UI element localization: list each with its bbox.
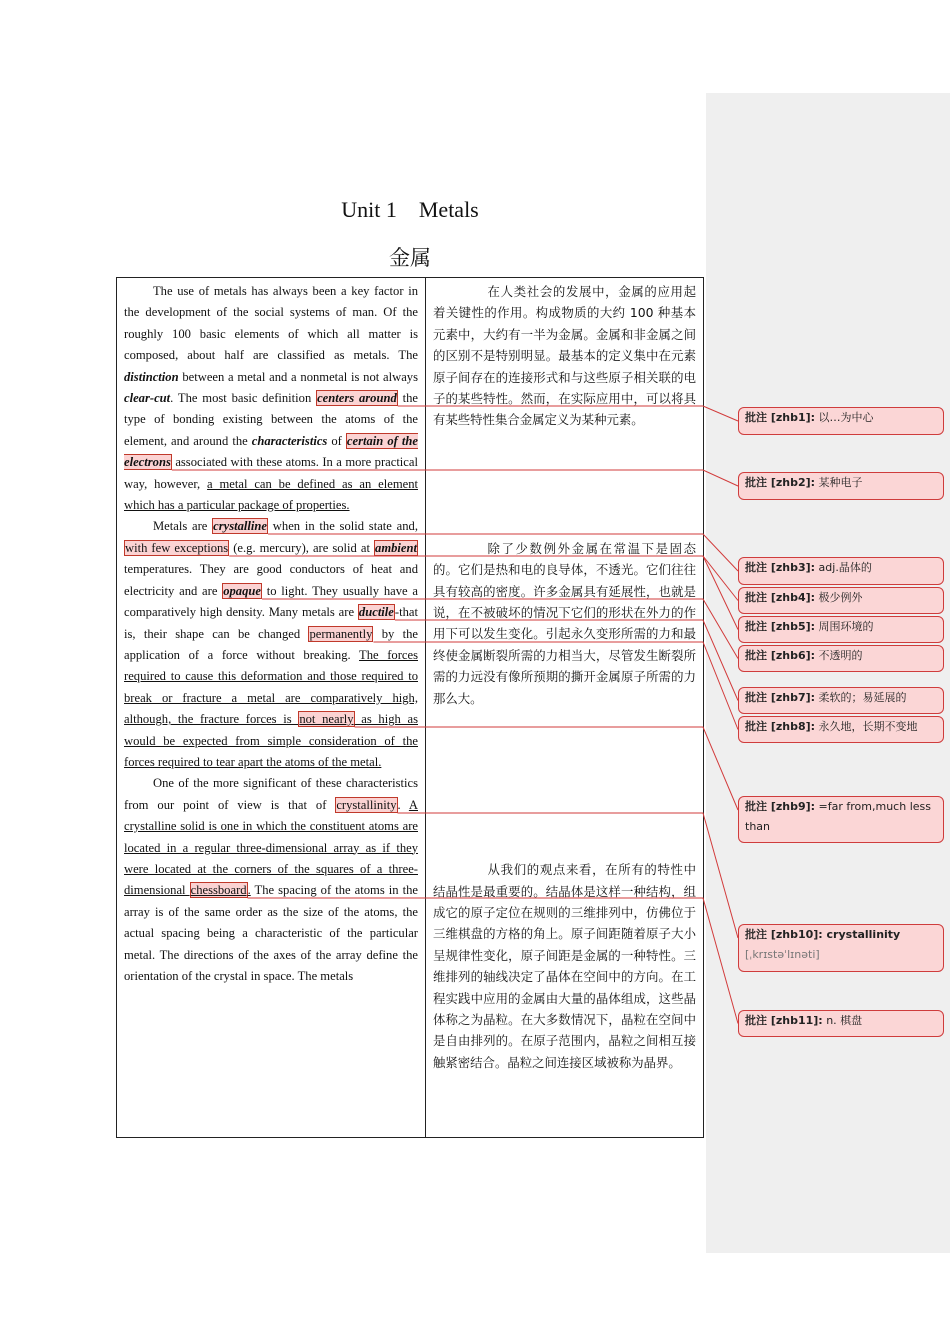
english-column — [117, 278, 426, 1138]
text-run: . The most basic definition — [170, 391, 317, 406]
term-characteristics: characteristics — [251, 433, 328, 448]
english-paragraph-2 — [124, 516, 418, 773]
comment-zhb4[interactable] — [738, 587, 944, 614]
inserted-text: as high as would be expected from simple consideration of the forces required to tear apart the atoms of the metal. — [124, 712, 418, 769]
inserted-text: a metal can be defined as an element which has a particular package of properties. — [124, 476, 418, 513]
inserted-text: The forces required to cause this deformation and those required to break or fracture a metal are comparatively high, although, the fracture forces is — [124, 647, 418, 727]
comment-zhb7[interactable] — [738, 687, 944, 714]
english-paragraph-1 — [124, 281, 418, 516]
comment-zhb1[interactable] — [738, 407, 944, 435]
marked-with-few-exceptions[interactable]: with few exceptions — [125, 540, 229, 555]
text-run: Metals are — [152, 519, 213, 534]
inserted-text: A crystalline solid is one in which the constituent atoms are located in a regular three-dimensional array as if they were located at the corners of the squares of a three-dimensional — [124, 797, 418, 898]
comment-phonetic: [ˌkrɪstəˈlɪnəti] — [745, 948, 820, 961]
comment-text: =far from,much less than — [745, 800, 931, 833]
comment-zhb5[interactable] — [738, 616, 944, 643]
text-run: . — [397, 797, 409, 812]
marked-opaque[interactable]: opaque — [223, 583, 261, 598]
marked-chessboard[interactable]: chessboard — [190, 883, 247, 898]
comment-label: 批注 [zhb5]: — [745, 620, 816, 633]
text-run: between a metal and a nonmetal is not always — [178, 369, 418, 384]
chinese-paragraph-2: 除了少数例外金属在常温下是固态的。它们是热和电的良导体，不透光。它们往往具有较高的密度。许多金属具有延展性，也就是说，在不被破坏的情况下它们的形状在外力的作用下可以发生变化。引起永久变形所需的力和最终使金属断裂所需的力相当大，尽管发生断裂所需的力远没有像所预期的撕开金属原子所需的力那么大。 — [433, 540, 696, 706]
comment-text: crystallinity — [822, 928, 901, 941]
chinese-column — [426, 278, 704, 1138]
comment-zhb10[interactable] — [738, 924, 944, 972]
comment-zhb6[interactable] — [738, 645, 944, 672]
text-run: the type of bonding existing between the atoms of the element, and around the — [124, 391, 418, 448]
comment-zhb11[interactable] — [738, 1010, 944, 1037]
text-run: of — [327, 433, 346, 448]
comment-label: 批注 [zhb9]: — [745, 800, 816, 813]
comment-text: n. 棋盘 — [822, 1014, 863, 1027]
text-run: associated with these atoms. In a more practical way, however, — [124, 455, 418, 491]
marked-crystalline[interactable]: crystalline — [213, 519, 268, 534]
marked-ambient[interactable]: ambient — [375, 540, 417, 555]
comment-text: 极少例外 — [815, 591, 863, 604]
comment-text: 永久地，长期不变地 — [815, 720, 918, 733]
comment-text: adj.晶体的 — [815, 561, 872, 574]
comment-label: 批注 [zhb11]: — [745, 1014, 823, 1027]
text-run: One of the more significant of these characteristics from our point of view is that of — [124, 776, 418, 812]
text-run: The use of metals has always been a key factor in the development of the social systems of man. Of the roughly 100 basic elements of which all matter is composed, about half are classified as metals. The — [124, 284, 418, 363]
text-run: -that is, their shape can be changed — [124, 605, 418, 641]
comment-zhb9[interactable] — [738, 796, 944, 843]
term-clear-cut: clear-cut — [124, 391, 171, 406]
comment-label: 批注 [zhb6]: — [745, 649, 816, 662]
text-run: The spacing of the atoms in the array is of the same order as the size of the atoms, the actual spacing being a characteristic of the particular metal. The directions of the axes of the array define the orientation of the crystal in space. The metals — [124, 883, 418, 983]
comment-label: 批注 [zhb2]: — [745, 476, 816, 489]
comment-label: 批注 [zhb4]: — [745, 591, 816, 604]
term-distinction: distinction — [124, 369, 179, 384]
comment-zhb8[interactable] — [738, 716, 944, 743]
text-run: (e.g. mercury), are solid at — [229, 540, 375, 555]
text-run: to light. They usually have a comparatively high density. Many metals are — [124, 583, 418, 620]
marked-ductile[interactable]: ductile — [358, 605, 394, 620]
comment-label: 批注 [zhb3]: — [745, 561, 816, 574]
inserted-text: . — [247, 883, 251, 898]
comment-label: 批注 [zhb1]: — [745, 411, 816, 424]
marked-crystallinity[interactable]: crystallinity — [336, 797, 397, 812]
marked-not-nearly[interactable]: not nearly — [299, 712, 354, 727]
unit-title: Unit 1 Metals — [341, 197, 479, 222]
comment-label: 批注 [zhb10]: — [745, 928, 823, 941]
text-run: when in the solid state and, — [268, 519, 418, 534]
marked-certain-of-the-electrons[interactable]: certain of the electrons — [124, 433, 418, 470]
comment-zhb3[interactable] — [738, 557, 944, 585]
comment-text: 周围环境的 — [815, 620, 874, 633]
chinese-paragraph-1: 在人类社会的发展中，金属的应用起着关键性的作用。构成物质的大约 100 种基本元素中，大约有一半为金属。金属和非金属之间的区别不是特别明显。最基本的定义集中在元素原子间存在的连接形式和与这些原子相关联的电子的某些特性。然而，在实际应用中，可以将具有某些特性集合金属定义为某种元素。 — [433, 284, 696, 428]
comment-label: 批注 [zhb8]: — [745, 720, 816, 733]
marked-centers-around[interactable]: centers around — [317, 391, 397, 406]
text-run: by the application of a force without breaking. — [124, 626, 418, 662]
marked-permanently[interactable]: permanently — [309, 626, 373, 641]
text-run: temperatures. They are good conductors of heat and electricity and are — [124, 562, 418, 598]
comment-zhb2[interactable] — [738, 472, 944, 500]
bilingual-table — [116, 277, 704, 1138]
comment-text: 柔软的；易延展的 — [815, 691, 907, 704]
comment-label: 批注 [zhb7]: — [745, 691, 816, 704]
comment-text: 不透明的 — [815, 649, 863, 662]
comment-text: 某种电子 — [815, 476, 863, 489]
unit-title-chinese: 金属 — [389, 246, 431, 270]
english-paragraph-3 — [124, 773, 418, 987]
comment-text: 以…为中心 — [815, 411, 874, 424]
chinese-paragraph-3: 从我们的观点来看，在所有的特性中结晶性是最重要的。结晶体是这样一种结构，组成它的原子定位在规则的三维排列中，仿佛位于三维棋盘的方格的角上。原子间距随着原子大小呈规律性变化，原子间距是金属的一种特性。三维排列的轴线决定了晶体在空间中的方向。在工程实践中应用的金属由大量的晶体组成，这些晶体称之为晶粒。在大多数情况下，晶粒在空间中是自由排列的。在原子范围内，晶粒之间相互接触紧密结合。晶粒之间连接区域被称为晶界。 — [433, 862, 696, 1070]
